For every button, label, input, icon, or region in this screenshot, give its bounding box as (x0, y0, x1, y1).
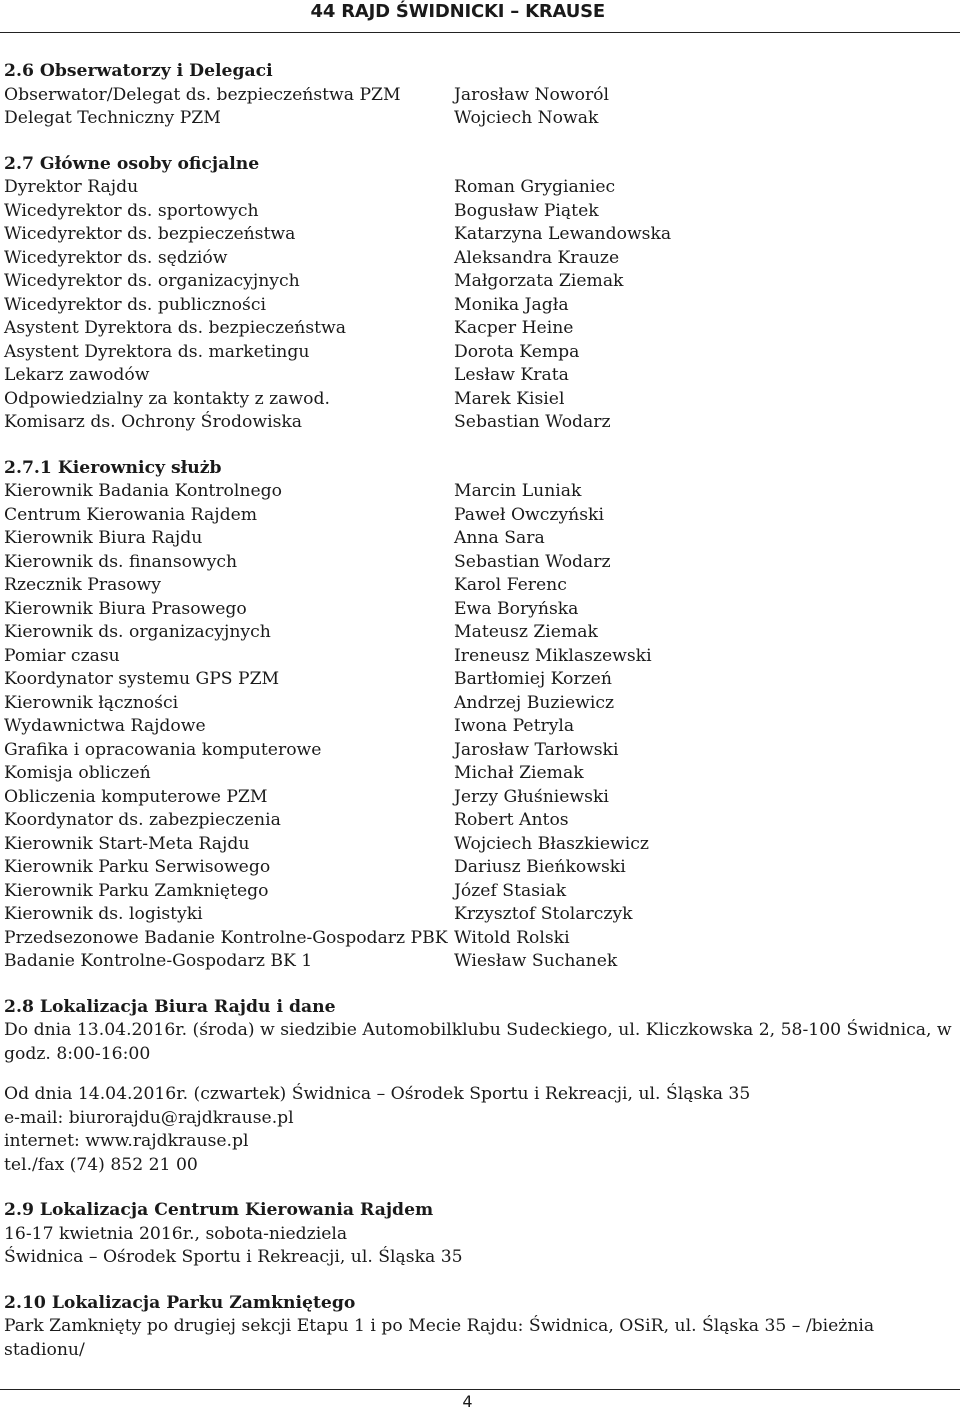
person-name: Aleksandra Krauze (454, 247, 620, 268)
role-label: Komisarz ds. Ochrony Środowiska (4, 412, 303, 432)
role-label: Komisja obliczeń (4, 763, 151, 783)
person-name: Marek Kisiel (454, 388, 565, 409)
person-name: Katarzyna Lewandowska (454, 224, 672, 244)
section-title-parc-ferme: 2.10 Lokalizacja Parku Zamkniętego (4, 1292, 356, 1313)
role-label: Wicedyrektor ds. publiczności (4, 294, 266, 315)
role-label: Dyrektor Rajdu (4, 177, 139, 197)
list-item (4, 223, 954, 247)
role-label: Lekarz zawodów (4, 365, 150, 385)
role-label: Obserwator/Delegat ds. bezpieczeństwa PZM (4, 84, 401, 105)
person-name: Ewa Boryńska (454, 598, 579, 619)
list-item (4, 84, 954, 108)
person-name: Lesław Krata (454, 365, 569, 385)
list-item (4, 176, 954, 200)
spacer (4, 1066, 954, 1083)
person-name: Witold Rolski (454, 927, 570, 948)
section-parc-ferme (4, 1292, 954, 1363)
person-name: Marcin Luniak (454, 481, 582, 501)
section-officials (4, 153, 954, 435)
role-label: Delegat Techniczny PZM (4, 108, 221, 128)
role-label: Rzecznik Prasowy (4, 575, 161, 595)
person-name: Sebastian Wodarz (454, 551, 611, 572)
parc-ferme-location: Park Zamknięty po drugiej sekcji Etapu 1 i po Mecie Rajdu: Świdnica, OSiR, ul. Śląska 35 – /bieżnia stadionu/ (4, 1316, 875, 1360)
list-item (4, 411, 954, 435)
header-divider (0, 32, 960, 33)
page-number: 4 (462, 1392, 473, 1411)
role-label: Koordynator systemu GPS PZM (4, 669, 280, 689)
list-item (4, 504, 954, 528)
role-label: Kierownik Start-Meta Rajdu (4, 833, 250, 854)
list-item (4, 574, 954, 598)
role-label: Kierownik ds. logistyki (4, 904, 203, 924)
rally-office-line-2: godz. 8:00-16:00 (4, 1043, 151, 1064)
role-label: Koordynator ds. zabezpieczenia (4, 810, 281, 830)
section-title-service-heads: 2.7.1 Kierownicy służb (4, 457, 222, 478)
service-heads-list (4, 480, 954, 974)
role-label: Kierownik Parku Serwisowego (4, 857, 271, 877)
footer-divider (0, 1389, 960, 1390)
section-service-heads (4, 457, 954, 974)
role-label: Asystent Dyrektora ds. marketingu (4, 341, 310, 362)
officials-list (4, 176, 954, 435)
list-item (4, 950, 954, 974)
person-name: Krzysztof Stolarczyk (454, 904, 633, 924)
role-label: Kierownik ds. organizacyjnych (4, 622, 271, 642)
role-label: Badanie Kontrolne-Gospodarz BK 1 (4, 951, 313, 971)
role-label: Wicedyrektor ds. sędziów (4, 247, 228, 268)
list-item (4, 294, 954, 318)
person-name: Wiesław Suchanek (454, 951, 618, 971)
person-name: Iwona Petryla (454, 716, 575, 736)
person-name: Michał Ziemak (454, 763, 584, 783)
role-label: Wicedyrektor ds. sportowych (4, 200, 259, 221)
list-item (4, 833, 954, 857)
role-label: Kierownik Badania Kontrolnego (4, 481, 282, 501)
list-item (4, 551, 954, 575)
person-name: Jerzy Głuśniewski (454, 786, 609, 807)
list-item (4, 480, 954, 504)
person-name: Anna Sara (454, 528, 545, 548)
rally-office-line-1: Do dnia 13.04.2016r. (środa) w siedzibie Automobilklubu Sudeckiego, ul. Kliczkowska 2, 58-100 Świdnica, w (4, 1020, 952, 1040)
person-name: Kacper Heine (454, 318, 574, 338)
person-name: Bartłomiej Korzeń (454, 669, 612, 689)
section-title-rally-office: 2.8 Lokalizacja Biura Rajdu i dane (4, 996, 336, 1017)
role-label: Odpowiedzialny za kontakty z zawod. (4, 388, 330, 409)
person-name: Paweł Owczyński (454, 504, 604, 525)
person-name: Bogusław Piątek (454, 200, 599, 221)
list-item (4, 107, 954, 131)
list-item (4, 317, 954, 341)
section-control-center (4, 1199, 954, 1270)
section-observers (4, 60, 954, 131)
observers-list (4, 84, 954, 131)
list-item (4, 903, 954, 927)
person-name: Wojciech Błaszkiewicz (454, 833, 649, 854)
person-name: Ireneusz Miklaszewski (454, 645, 652, 666)
person-name: Józef Stasiak (454, 880, 567, 901)
role-label: Wicedyrektor ds. bezpieczeństwa (4, 224, 296, 244)
list-item (4, 645, 954, 669)
rally-office-internet: internet: www.rajdkrause.pl (4, 1131, 249, 1151)
list-item (4, 715, 954, 739)
list-item (4, 786, 954, 810)
list-item (4, 270, 954, 294)
person-name: Dorota Kempa (454, 341, 580, 362)
person-name: Roman Grygianiec (454, 177, 616, 197)
person-name: Wojciech Nowak (454, 108, 599, 128)
header-title: 44 RAJD ŚWIDNICKI – KRAUSE (310, 1, 605, 22)
person-name: Robert Antos (454, 810, 569, 830)
role-label: Pomiar czasu (4, 645, 120, 666)
person-name: Dariusz Bieńkowski (454, 857, 626, 877)
list-item (4, 598, 954, 622)
list-item (4, 856, 954, 880)
role-label: Przedsezonowe Badanie Kontrolne-Gospodarz PBK (4, 927, 448, 948)
role-label: Kierownik Biura Rajdu (4, 528, 203, 548)
section-title-control-center: 2.9 Lokalizacja Centrum Kierowania Rajdem (4, 1200, 434, 1220)
list-item (4, 247, 954, 271)
role-label: Asystent Dyrektora ds. bezpieczeństwa (4, 318, 347, 338)
person-name: Jarosław Noworól (454, 84, 610, 105)
rally-office-phone: tel./fax (74) 852 21 00 (4, 1154, 198, 1175)
control-center-location: Świdnica – Ośrodek Sportu i Rekreacji, ul. Śląska 35 (4, 1247, 463, 1267)
document-body (4, 60, 954, 1384)
list-item (4, 621, 954, 645)
person-name: Karol Ferenc (454, 575, 567, 595)
list-item (4, 762, 954, 786)
rally-office-email: e-mail: biurorajdu@rajdkrause.pl (4, 1107, 294, 1128)
list-item (4, 364, 954, 388)
role-label: Grafika i opracowania komputerowe (4, 739, 322, 760)
role-label: Wicedyrektor ds. organizacyjnych (4, 271, 300, 291)
role-label: Obliczenia komputerowe PZM (4, 786, 268, 807)
list-item (4, 527, 954, 551)
list-item (4, 739, 954, 763)
list-item (4, 692, 954, 716)
person-name: Jarosław Tarłowski (454, 739, 619, 760)
control-center-dates: 16-17 kwietnia 2016r., sobota-niedziela (4, 1223, 348, 1244)
role-label: Kierownik ds. finansowych (4, 551, 238, 572)
page-header (0, 0, 960, 33)
rally-office-line-3: Od dnia 14.04.2016r. (czwartek) Świdnica – Ośrodek Sportu i Rekreacji, ul. Śląska 35 (4, 1084, 751, 1104)
section-title-officials: 2.7 Główne osoby oficjalne (4, 153, 260, 174)
person-name: Małgorzata Ziemak (454, 271, 624, 291)
list-item (4, 668, 954, 692)
list-item (4, 388, 954, 412)
list-item (4, 880, 954, 904)
role-label: Kierownik Parku Zamkniętego (4, 880, 269, 901)
role-label: Kierownik łączności (4, 692, 179, 713)
person-name: Andrzej Buziewicz (454, 692, 615, 713)
list-item (4, 927, 954, 951)
role-label: Wydawnictwa Rajdowe (4, 716, 206, 736)
list-item (4, 809, 954, 833)
role-label: Kierownik Biura Prasowego (4, 598, 247, 619)
person-name: Monika Jagła (454, 294, 569, 315)
role-label: Centrum Kierowania Rajdem (4, 504, 258, 525)
person-name: Mateusz Ziemak (454, 622, 598, 642)
person-name: Sebastian Wodarz (454, 412, 611, 432)
section-rally-office (4, 996, 954, 1178)
list-item (4, 200, 954, 224)
list-item (4, 341, 954, 365)
section-title-observers: 2.6 Obserwatorzy i Delegaci (4, 61, 273, 81)
